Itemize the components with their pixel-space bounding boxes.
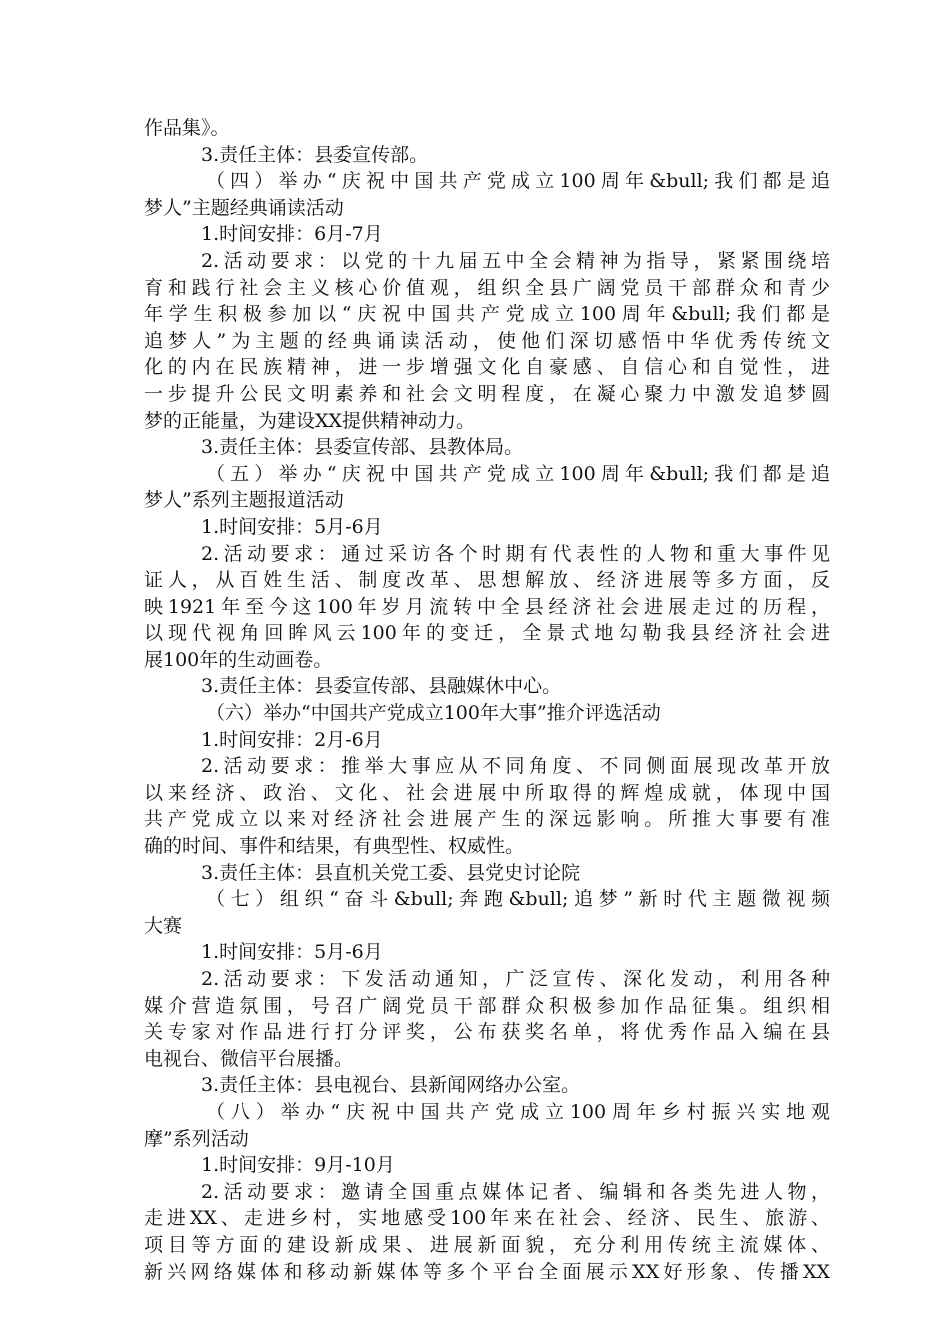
section-heading: （六）举办“中国共产党成立100年大事”推介评选活动	[206, 702, 661, 725]
text-line: 3.责任主体：县委宣传部、县教体局。	[201, 436, 524, 459]
text-line: 追梦人”为主题的经典诵读活动，使他们深切感悟中华优秀传统文	[144, 329, 830, 352]
section-heading: 摩”系列活动	[144, 1127, 249, 1150]
text-line: 以现代视角回眸风云100年的变迁，全景式地勾勒我县经济社会进	[144, 622, 830, 645]
text-line: 1.时间安排：2月-6月	[201, 728, 383, 751]
document-body	[144, 115, 830, 1285]
text-line: 1.时间安排：5月-6月	[201, 515, 383, 538]
text-line: 映1921年至今这100年岁月流转中全县经济社会进展走过的历程，	[144, 595, 830, 618]
text-line: 1.时间安排：5月-6月	[201, 941, 383, 964]
section-heading: （七）组织“奋斗&bull;奔跑&bull;追梦”新时代主题微视频	[206, 888, 830, 911]
text-line: 1.时间安排：9月-10月	[201, 1154, 395, 1177]
text-line: 一步提升公民文明素养和社会文明程度，在凝心聚力中激发追梦圆	[144, 382, 830, 405]
text-line: 2.活动要求：通过采访各个时期有代表性的人物和重大事件见	[201, 542, 830, 565]
text-line: 年学生积极参加以“庆祝中国共产党成立100周年&bull;我们都是	[144, 303, 830, 326]
text-line: 电视台、微信平台展播。	[144, 1047, 354, 1070]
text-line: 化的内在民族精神，进一步增强文化自豪感、自信心和自觉性，进	[144, 356, 830, 379]
text-line: 梦的正能量，为建设XX提供精神动力。	[144, 409, 476, 432]
text-line: 走进XX、走进乡村，实地感受100年来在社会、经济、民生、旅游、	[144, 1207, 830, 1230]
text-line: 2.活动要求：推举大事应从不同角度、不同侧面展现改革开放	[201, 755, 830, 778]
text-line: 2.活动要求：以党的十九届五中全会精神为指导，紧紧围绕培	[201, 249, 830, 272]
text-line: 作品集》。	[144, 117, 230, 139]
text-line: 展100年的生动画卷。	[144, 648, 333, 671]
text-line: 3.责任主体：县电视台、县新闻网络办公室。	[201, 1074, 581, 1097]
text-line: 项目等方面的建设新成果、进展新面貌，充分利用传统主流媒体、	[144, 1233, 830, 1256]
text-line: 确的时间、事件和结果，有典型性、权威性。	[144, 835, 525, 858]
text-line: 3.责任主体：县委宣传部。	[201, 143, 429, 166]
text-line: 2.活动要求：下发活动通知，广泛宣传、深化发动，利用各种	[201, 968, 830, 990]
section-heading: （五）举办“庆祝中国共产党成立100周年&bull;我们都是追	[206, 462, 830, 485]
text-line: 3.责任主体：县委宣传部、县融媒休中心。	[201, 675, 562, 698]
text-line: 共产党成立以来对经济社会进展产生的深远影响。所推大事要有准	[144, 808, 830, 831]
section-heading: （四）举办“庆祝中国共产党成立100周年&bull;我们都是追	[206, 170, 830, 193]
text-line: 证人，从百姓生活、制度改革、思想解放、经济进展等多方面，反	[144, 569, 830, 592]
text-line: 媒介营造氛围，号召广阔党员干部群众积极参加作品征集。组织相	[144, 994, 830, 1017]
text-line: 3.责任主体：县直机关党工委、县党史讨论院	[201, 861, 581, 884]
section-heading: 梦人”主题经典诵读活动	[144, 196, 344, 219]
section-heading: （八）举办“庆祝中国共产党成立100周年乡村振兴实地观	[206, 1100, 830, 1123]
text-line: 1.时间安排：6月-7月	[201, 223, 383, 246]
text-line: 以来经济、政治、文化、社会进展中所取得的辉煌成就，体现中国	[144, 781, 830, 804]
section-heading: 大赛	[144, 914, 183, 937]
text-line: 育和践行社会主义核心价值观，组织全县广阔党员干部群众和青少	[144, 276, 830, 299]
text-line: 新兴网络媒体和移动新媒体等多个平台全面展示XX好形象、传播XX	[144, 1260, 830, 1283]
text-line: 关专家对作品进行打分评奖，公布获奖名单，将优秀作品入编在县	[144, 1021, 830, 1044]
section-heading: 梦人”系列主题报道活动	[144, 489, 344, 512]
text-line: 2.活动要求：邀请全国重点媒体记者、编辑和各类先进人物，	[201, 1180, 830, 1203]
